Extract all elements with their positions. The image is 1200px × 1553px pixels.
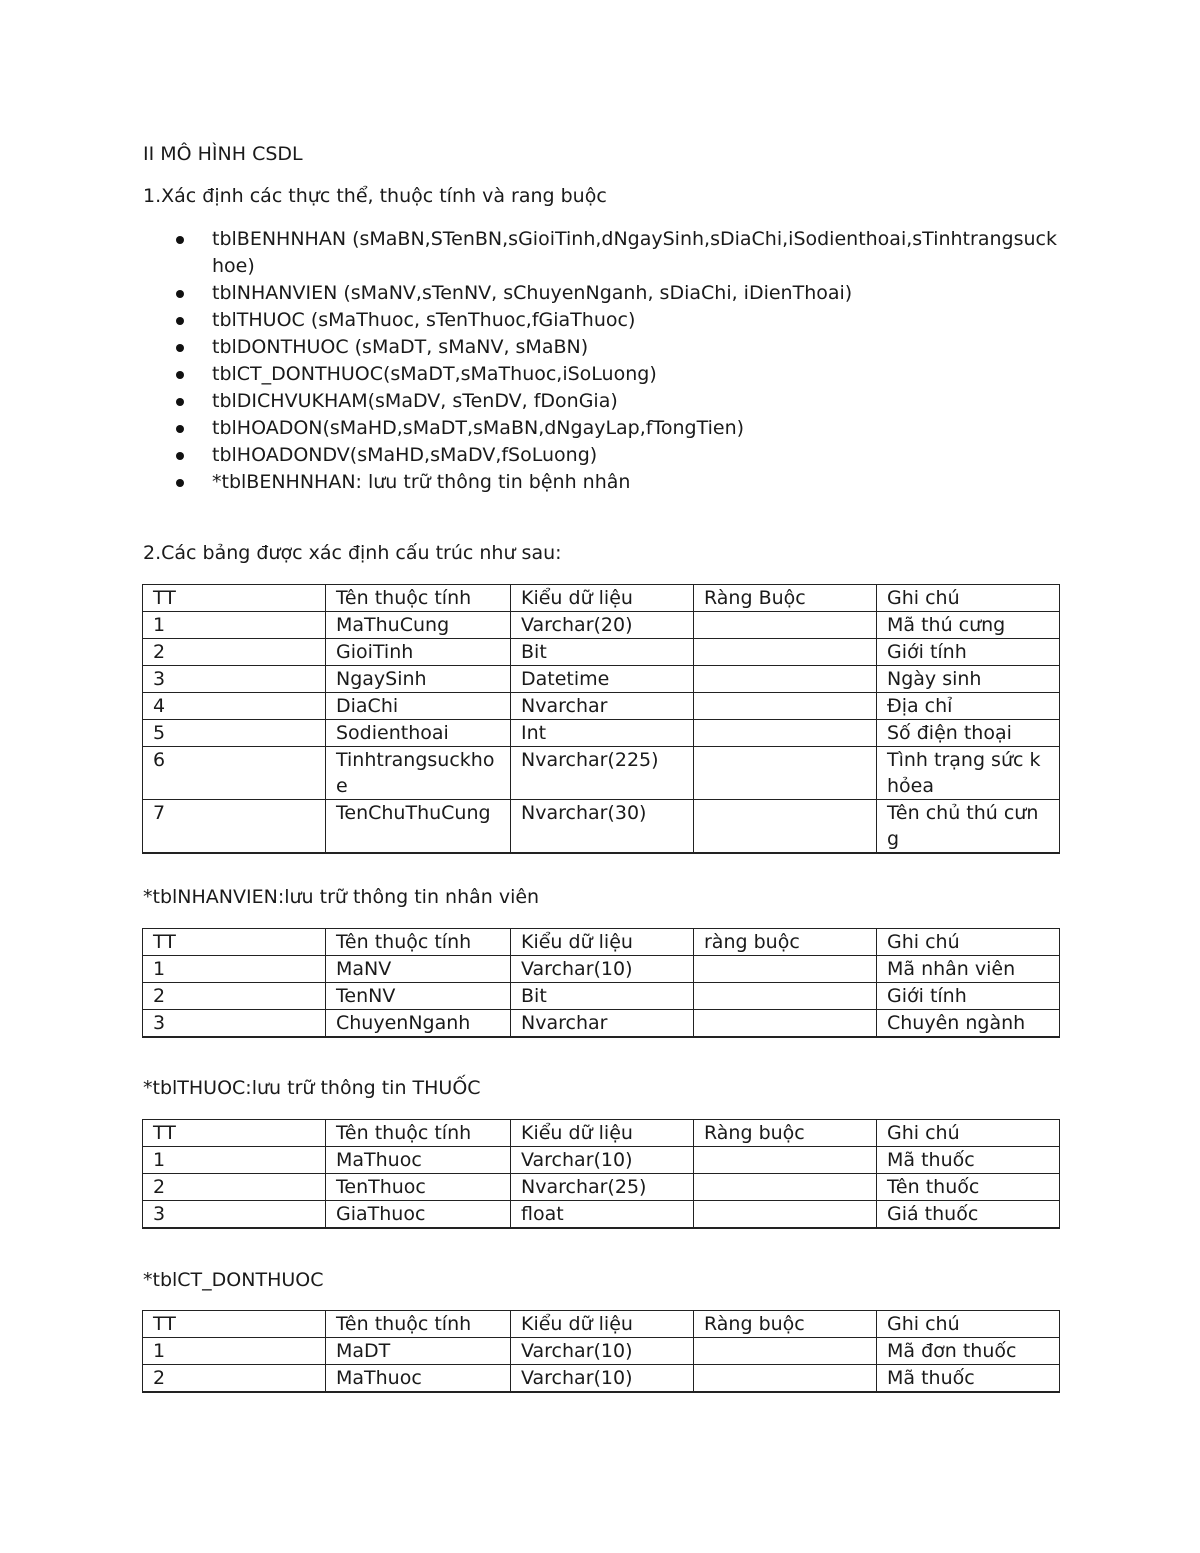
table-thuoc <box>142 1119 1060 1229</box>
table-cell: MaDT <box>326 1338 511 1365</box>
entity-item: tblTHUOC (sMaThuoc, sTenThuoc,fGiaThuoc) <box>143 307 1063 334</box>
header-cell: Tên thuộc tính <box>326 1120 511 1147</box>
table-cell: 7 <box>143 800 326 854</box>
table-cell: 3 <box>143 1201 326 1229</box>
table-ct-donthuoc <box>142 1310 1060 1393</box>
table-cell: 1 <box>143 1338 326 1365</box>
table-cell <box>694 720 877 747</box>
table-cell <box>694 1174 877 1201</box>
table-cell: Tên thuốc <box>877 1174 1060 1201</box>
table-cell: Varchar(10) <box>511 1147 694 1174</box>
table-cell: 1 <box>143 1147 326 1174</box>
table-cell <box>694 693 877 720</box>
header-cell: TT <box>143 585 326 612</box>
table-cell: 6 <box>143 747 326 800</box>
table-cell: 2 <box>143 1365 326 1393</box>
table-cell: TenChuThuCung <box>326 800 511 854</box>
table-cell: NgaySinh <box>326 666 511 693</box>
table-cell: Địa chỉ <box>877 693 1060 720</box>
table-cell: MaNV <box>326 956 511 983</box>
entity-item: tblBENHNHAN (sMaBN,STenBN,sGioiTinh,dNgaySinh,sDiaChi,iSodienthoai,sTinhtrangsuckhoe) <box>143 226 1063 280</box>
entity-item: tblDICHVUKHAM(sMaDV, sTenDV, fDonGia) <box>143 388 1063 415</box>
table-header-row <box>143 585 1060 612</box>
table-cell <box>694 1365 877 1393</box>
table-cell: Nvarchar(30) <box>511 800 694 854</box>
entity-item: tblDONTHUOC (sMaDT, sMaNV, sMaBN) <box>143 334 1063 361</box>
header-cell: TT <box>143 1120 326 1147</box>
header-cell: Ghi chú <box>877 1120 1060 1147</box>
header-cell: ràng buộc <box>694 929 877 956</box>
header-cell: TT <box>143 1311 326 1338</box>
table-cell: Varchar(20) <box>511 612 694 639</box>
table-cell: float <box>511 1201 694 1229</box>
entity-item: tblCT_DONTHUOC(sMaDT,sMaThuoc,iSoLuong) <box>143 361 1063 388</box>
header-cell: Ghi chú <box>877 585 1060 612</box>
step2-heading: 2.Các bảng được xác định cấu trúc như sau: <box>143 542 562 564</box>
table-cell: 3 <box>143 1010 326 1038</box>
table-cell <box>694 1201 877 1229</box>
table-row <box>143 1010 1060 1038</box>
table-row <box>143 612 1060 639</box>
header-cell: Kiểu dữ liệu <box>511 585 694 612</box>
table-cell: Số điện thoại <box>877 720 1060 747</box>
table-cell: Varchar(10) <box>511 956 694 983</box>
header-cell: TT <box>143 929 326 956</box>
table-cell: 1 <box>143 956 326 983</box>
table-caption: *tblNHANVIEN:lưu trữ thông tin nhân viên <box>143 886 540 908</box>
header-cell: Kiểu dữ liệu <box>511 1311 694 1338</box>
header-cell: Tên thuộc tính <box>326 585 511 612</box>
table-cell: MaThuCung <box>326 612 511 639</box>
table-cell: 3 <box>143 666 326 693</box>
step1-heading: 1.Xác định các thực thể, thuộc tính và rang buộc <box>143 185 607 207</box>
table-cell <box>694 1338 877 1365</box>
table-cell: GioiTinh <box>326 639 511 666</box>
table-cell: DiaChi <box>326 693 511 720</box>
table-cell: GiaThuoc <box>326 1201 511 1229</box>
table-header-row <box>143 1311 1060 1338</box>
table-cell: Giới tính <box>877 639 1060 666</box>
header-cell: Ghi chú <box>877 929 1060 956</box>
table-cell: Varchar(10) <box>511 1338 694 1365</box>
table-cell: MaThuoc <box>326 1147 511 1174</box>
header-cell: Kiểu dữ liệu <box>511 929 694 956</box>
table-cell: Ngày sinh <box>877 666 1060 693</box>
table-cell <box>694 612 877 639</box>
header-cell: Ghi chú <box>877 1311 1060 1338</box>
table-cell: Mã thú cưng <box>877 612 1060 639</box>
table-cell <box>694 747 877 800</box>
table-cell: 4 <box>143 693 326 720</box>
table-cell <box>694 956 877 983</box>
table-cell: Tinhtrangsuckhoe <box>326 747 511 800</box>
table-cell: Giới tính <box>877 983 1060 1010</box>
section-title: II MÔ HÌNH CSDL <box>143 143 303 165</box>
table-cell: 5 <box>143 720 326 747</box>
entity-item: tblHOADON(sMaHD,sMaDT,sMaBN,dNgayLap,fTongTien) <box>143 415 1063 442</box>
table-cell: ChuyenNganh <box>326 1010 511 1038</box>
header-cell: Ràng buộc <box>694 1311 877 1338</box>
table-cell: Varchar(10) <box>511 1365 694 1393</box>
table-row <box>143 1338 1060 1365</box>
table-cell: 2 <box>143 1174 326 1201</box>
entity-item: *tblBENHNHAN: lưu trữ thông tin bệnh nhân <box>143 469 1063 496</box>
header-cell: Ràng buộc <box>694 1120 877 1147</box>
table-cell: Giá thuốc <box>877 1201 1060 1229</box>
table-header-row <box>143 929 1060 956</box>
table-cell: Sodienthoai <box>326 720 511 747</box>
table-cell: Mã đơn thuốc <box>877 1338 1060 1365</box>
table-benhnhan <box>142 584 1060 854</box>
table-row <box>143 666 1060 693</box>
table-cell: Datetime <box>511 666 694 693</box>
table-cell <box>694 800 877 854</box>
table-cell: Tình trạng sức khỏea <box>877 747 1060 800</box>
table-row <box>143 639 1060 666</box>
table-row <box>143 693 1060 720</box>
table-row <box>143 1201 1060 1229</box>
header-cell: Tên thuộc tính <box>326 1311 511 1338</box>
table-cell: Mã nhân viên <box>877 956 1060 983</box>
table-cell <box>694 639 877 666</box>
table-cell <box>694 983 877 1010</box>
table-row <box>143 747 1060 800</box>
table-cell: TenNV <box>326 983 511 1010</box>
table-cell: 1 <box>143 612 326 639</box>
entity-item: tblHOADONDV(sMaHD,sMaDV,fSoLuong) <box>143 442 1063 469</box>
table-cell: Int <box>511 720 694 747</box>
table-cell: 2 <box>143 983 326 1010</box>
table-cell: Bit <box>511 983 694 1010</box>
table-cell: Nvarchar <box>511 1010 694 1038</box>
entity-item: tblNHANVIEN (sMaNV,sTenNV, sChuyenNganh, sDiaChi, iDienThoai) <box>143 280 1063 307</box>
table-cell: Chuyên ngành <box>877 1010 1060 1038</box>
table-nhanvien <box>142 928 1060 1038</box>
table-cell: TenThuoc <box>326 1174 511 1201</box>
header-cell: Kiểu dữ liệu <box>511 1120 694 1147</box>
table-header-row <box>143 1120 1060 1147</box>
table-cell: Nvarchar <box>511 693 694 720</box>
table-row <box>143 1174 1060 1201</box>
table-cell: Bit <box>511 639 694 666</box>
table-cell: Nvarchar(225) <box>511 747 694 800</box>
table-row <box>143 1365 1060 1393</box>
table-cell: 2 <box>143 639 326 666</box>
table-row <box>143 800 1060 854</box>
table-cell: MaThuoc <box>326 1365 511 1393</box>
table-cell: Mã thuốc <box>877 1365 1060 1393</box>
header-cell: Ràng Buộc <box>694 585 877 612</box>
table-row <box>143 1147 1060 1174</box>
table-row <box>143 956 1060 983</box>
table-cell <box>694 666 877 693</box>
table-cell: Mã thuốc <box>877 1147 1060 1174</box>
table-row <box>143 720 1060 747</box>
entity-list <box>143 226 1063 496</box>
header-cell: Tên thuộc tính <box>326 929 511 956</box>
table-cell: Nvarchar(25) <box>511 1174 694 1201</box>
table-cell: Tên chủ thú cưng <box>877 800 1060 854</box>
table-cell <box>694 1010 877 1038</box>
table-row <box>143 983 1060 1010</box>
table-caption: *tblCT_DONTHUOC <box>143 1269 324 1291</box>
table-caption: *tblTHUOC:lưu trữ thông tin THUỐC <box>143 1077 481 1099</box>
table-cell <box>694 1147 877 1174</box>
